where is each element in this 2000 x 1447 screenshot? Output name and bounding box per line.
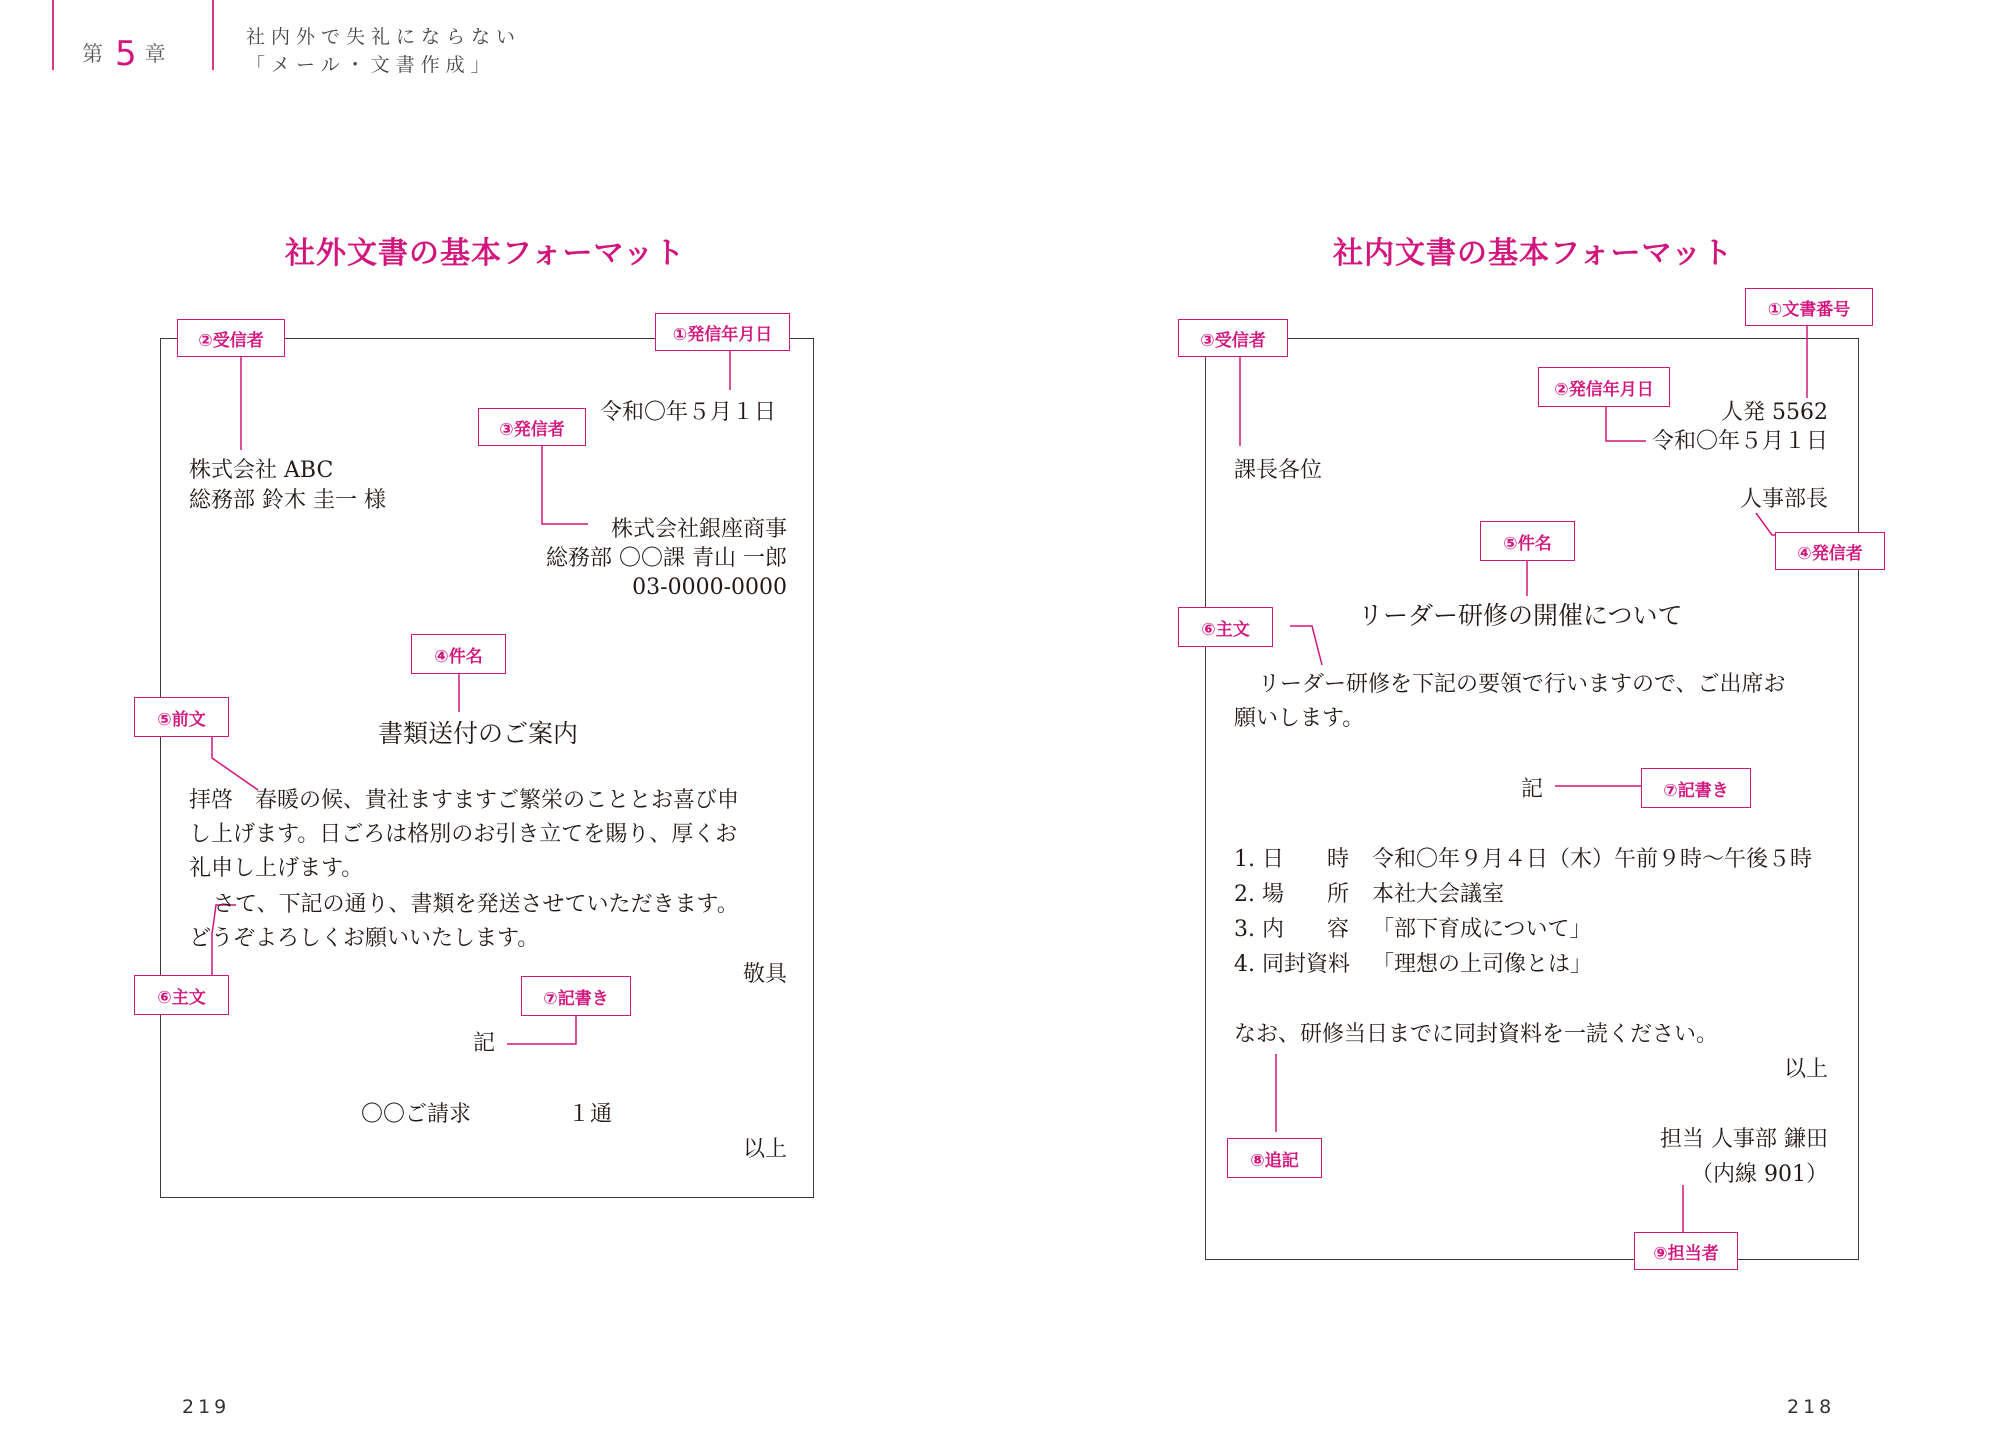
left-page-number: 219 <box>182 1396 231 1418</box>
header-left-rule <box>52 0 54 70</box>
label-right-date: ②発信年月日 <box>1538 367 1670 407</box>
right-item3-value: 「部下育成について」 <box>1372 917 1592 942</box>
label-left-recipient: ②受信者 <box>177 319 285 357</box>
header-line2: 「メール・文書作成」 <box>246 54 496 76</box>
left-item-name: 〇〇ご請求 <box>361 1102 472 1127</box>
right-item4-value: 「理想の上司像とは」 <box>1372 952 1593 977</box>
chapter-number: 5 <box>115 34 137 74</box>
label-right-docnum: ①文書番号 <box>1745 288 1873 326</box>
right-item1-num: 1. 日 <box>1234 847 1284 872</box>
right-item3-num: 3. 内 <box>1234 917 1284 942</box>
right-postscript: なお、研修当日までに同封資料を一読ください。 <box>1234 1022 1719 1047</box>
chapter-suffix: 章 <box>144 42 170 66</box>
right-item2-value: 本社大会議室 <box>1372 882 1505 907</box>
right-date: 令和〇年５月１日 <box>1651 429 1828 454</box>
left-preface-line3: 礼申し上げます。 <box>189 856 364 881</box>
left-subject: 書類送付のご案内 <box>378 719 579 748</box>
left-sender-phone: 03-0000-0000 <box>632 575 787 600</box>
label-left-preface: ⑤前文 <box>134 697 229 737</box>
left-recipient-person: 総務部 鈴木 圭一 様 <box>189 488 386 513</box>
left-preface-line1: 拝啓 春暖の候、貴社ますますご繁栄のこととお喜び申 <box>189 788 740 813</box>
left-closing: 敬具 <box>742 962 787 987</box>
right-item2-key: 所 <box>1327 882 1350 907</box>
right-item1-value: 令和〇年９月４日（木）午前９時〜午後５時 <box>1372 847 1813 872</box>
left-body-line2: どうぞよろしくお願いいたします。 <box>189 926 540 951</box>
label-right-contact: ⑨担当者 <box>1634 1232 1738 1270</box>
label-right-sender: ④発信者 <box>1775 532 1885 570</box>
label-left-sender: ③発信者 <box>478 408 586 446</box>
left-ki: 記 <box>473 1031 496 1056</box>
left-body-line1: さて、下記の通り、書類を発送させていただきます。 <box>213 892 739 917</box>
label-right-postscript: ⑧追記 <box>1227 1138 1322 1178</box>
right-item4-num: 4. 同封資料 <box>1234 952 1350 977</box>
left-sender-company: 株式会社銀座商事 <box>610 517 787 542</box>
left-date: 令和〇年５月１日 <box>599 400 776 425</box>
right-body-line1: リーダー研修を下記の要領で行いますので、ご出席お <box>1258 672 1786 697</box>
right-subject: リーダー研修の開催について <box>1358 601 1683 630</box>
left-preface-line2: し上げます。日ごろは格別のお引き立てを賜り、厚くお <box>189 822 738 847</box>
label-left-notes: ⑦記書き <box>521 976 631 1016</box>
right-contact-ext: （内線 901） <box>1691 1162 1828 1187</box>
right-body-line2: 願いします。 <box>1234 706 1365 731</box>
label-right-body: ⑥主文 <box>1178 607 1273 647</box>
header-divider-rule <box>212 0 214 70</box>
right-item1-key: 時 <box>1327 847 1350 872</box>
right-end: 以上 <box>1783 1057 1828 1082</box>
right-item3-key: 容 <box>1327 917 1350 942</box>
right-page-number: 218 <box>1787 1396 1836 1418</box>
left-end: 以上 <box>742 1137 787 1162</box>
right-title: 社内文書の基本フォーマット <box>1333 236 1734 271</box>
right-doc-number: 人発 5562 <box>1721 400 1828 425</box>
right-item2-num: 2. 場 <box>1234 882 1284 907</box>
label-right-notes: ⑦記書き <box>1641 768 1751 808</box>
left-item-qty: １通 <box>568 1102 613 1127</box>
header-line1: 社内外で失礼にならない <box>246 26 522 48</box>
label-right-subject: ⑤件名 <box>1480 521 1575 561</box>
chapter-label <box>82 30 170 74</box>
right-ki: 記 <box>1521 777 1544 802</box>
label-right-recipient: ③受信者 <box>1178 319 1288 357</box>
left-title: 社外文書の基本フォーマット <box>285 236 686 271</box>
right-recipient: 課長各位 <box>1234 458 1323 483</box>
left-sender-person: 総務部 〇〇課 青山 一郎 <box>546 546 787 571</box>
label-left-body: ⑥主文 <box>134 975 229 1015</box>
label-left-date: ①発信年月日 <box>655 313 790 351</box>
right-contact-name: 担当 人事部 鎌田 <box>1660 1127 1828 1152</box>
left-recipient-company: 株式会社 ABC <box>189 458 334 483</box>
chapter-prefix: 第 <box>82 42 107 66</box>
label-left-subject: ④件名 <box>411 634 506 674</box>
right-sender: 人事部長 <box>1739 487 1828 512</box>
